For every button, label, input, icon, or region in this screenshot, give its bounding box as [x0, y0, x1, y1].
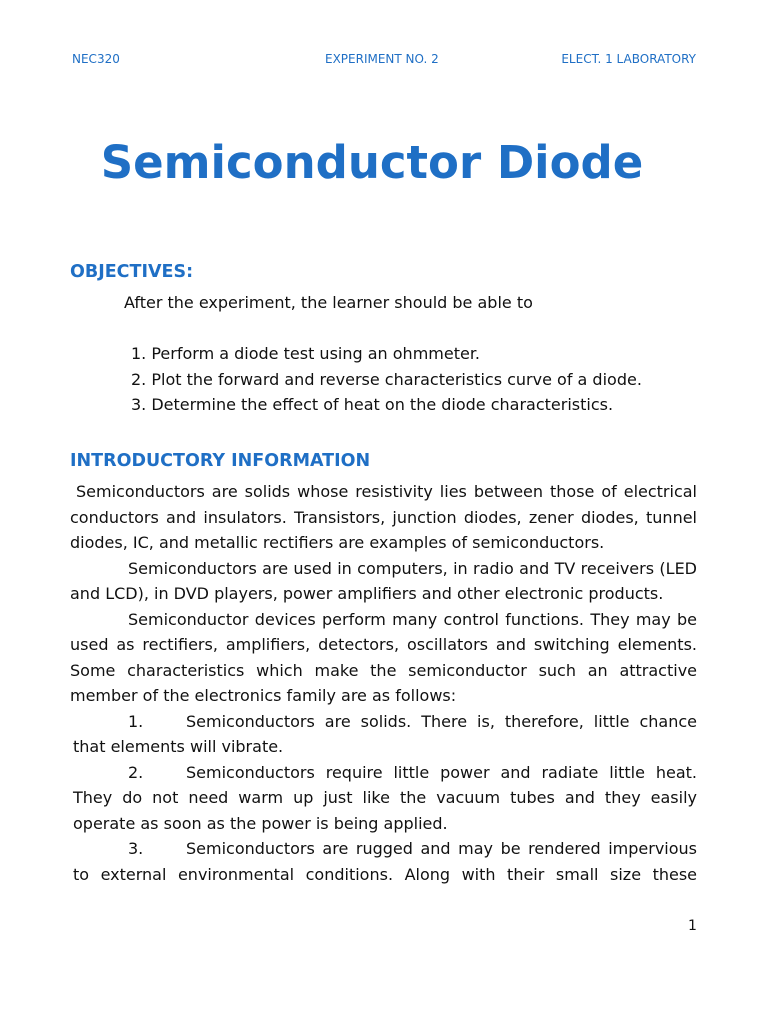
point-number: 1. [128, 711, 144, 731]
point-rest-text: to external environmental conditions. Along with their small size these [73, 864, 697, 884]
header-lab-name: ELECT. 1 LABORATORY [561, 52, 696, 66]
intro-paragraph: Semiconductors are used in computers, in radio and TV receivers (LED and LCD), in DVD players, power amplifiers and other electronic products. [70, 558, 697, 603]
characteristic-point [70, 709, 697, 760]
characteristic-point [70, 760, 697, 837]
intro-paragraph: Semiconductors are solids whose resistivity lies between those of electrical conductors and insulators. Transistors, junction diodes, zener diodes, tunnel diodes, IC, and metallic rectifiers are examples of semiconductors. [70, 482, 697, 552]
intro-paragraph: Semiconductor devices perform many control functions. They may be used as rectifiers, amplifiers, detectors, oscillators and switching elements. Some characteristics which make the semiconductor such an attractive member of the electronics family are as follows: [70, 609, 697, 705]
point-first-line [73, 760, 697, 786]
document-title: Semiconductor Diode [100, 136, 644, 189]
characteristic-point [70, 836, 697, 887]
page-header [72, 52, 696, 68]
point-first-text: Semiconductors are rugged and may be rendered impervious [186, 839, 697, 858]
point-rest-text: They do not need warm up just like the vacuum tubes and they easily operate as soon as the power is being applied. [73, 788, 697, 833]
objective-item: 1. Perform a diode test using an ohmmeter. [131, 344, 481, 363]
objective-item: 3. Determine the effect of heat on the diode characteristics. [131, 395, 614, 414]
objectives-list [131, 341, 711, 418]
point-first-line [73, 709, 697, 735]
header-course-code: NEC320 [72, 52, 120, 66]
point-rest-text: that elements will vibrate. [73, 737, 284, 756]
point-number: 2. [128, 762, 144, 782]
point-first-text: Semiconductors are solids. There is, therefore, little chance [186, 711, 697, 731]
introductory-heading: INTRODUCTORY INFORMATION [70, 451, 371, 471]
page-number: 1 [688, 918, 697, 934]
objectives-heading: OBJECTIVES: [70, 262, 194, 282]
header-experiment-number: EXPERIMENT NO. 2 [325, 52, 439, 66]
point-number: 3. [128, 839, 144, 858]
introductory-body [70, 479, 697, 887]
objectives-intro: After the experiment, the learner should be able to [124, 293, 533, 312]
point-first-text: Semiconductors require little power and radiate little heat. [186, 762, 697, 782]
objective-item: 2. Plot the forward and reverse characteristics curve of a diode. [131, 369, 642, 389]
point-first-line [73, 836, 697, 862]
